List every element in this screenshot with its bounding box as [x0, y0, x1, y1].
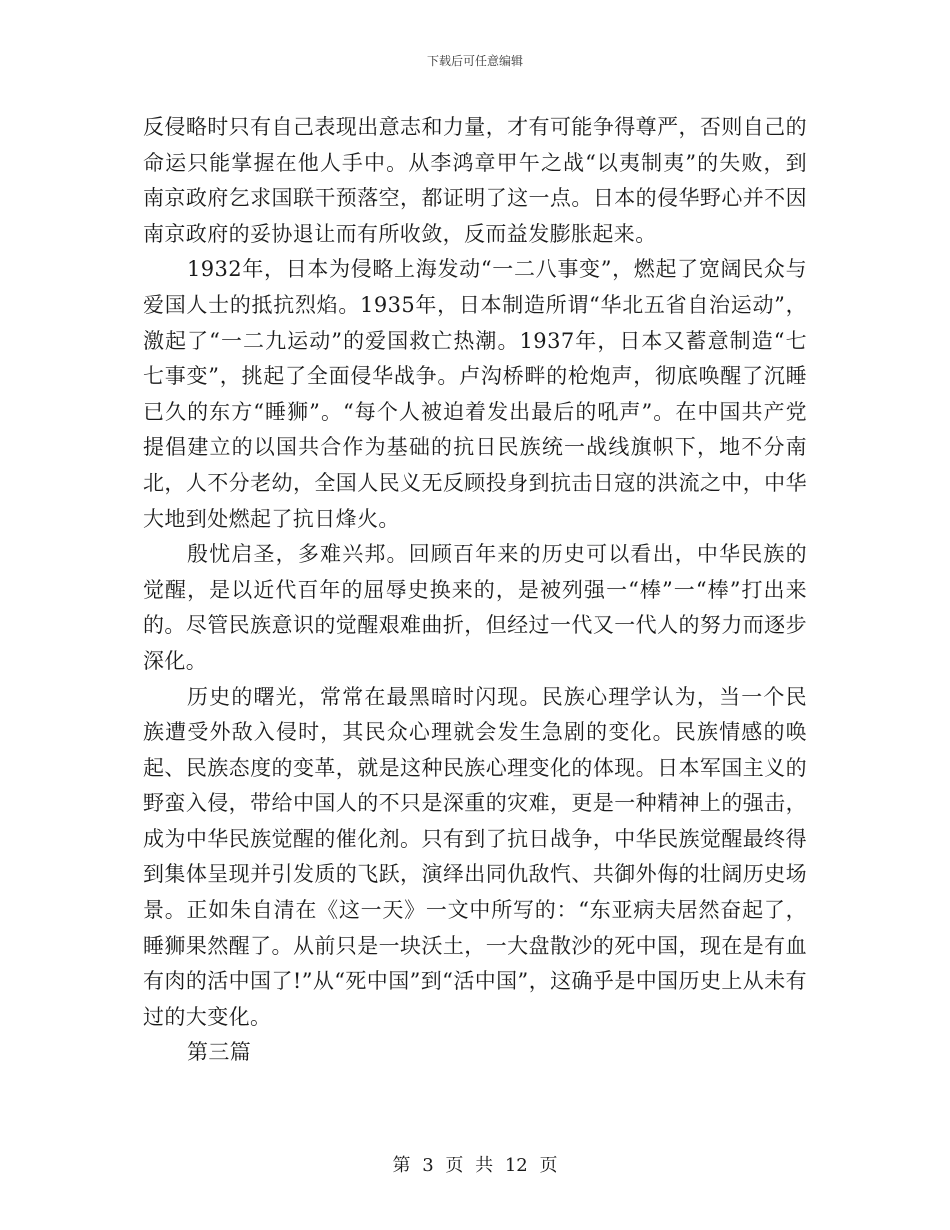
paragraph: 历史的曙光，常常在最黑暗时闪现。民族心理学认为，当一个民族遭受外敌入侵时，其民众心理就会发生急剧的变化。民族情感的唤起、民族态度的变革，就是这种民族心理变化的体现。日本军国主义的野蛮入侵，带给中国人的不只是深重的灾难，更是一种精神上的强击，成为中华民族觉醒的催化剂。只有到了抗日战争，中华民族觉醒最终得到集体呈现并引发质的飞跃，演绎出同仇敌忾、共御外侮的壮阔历史场景。正如朱自清在《这一天》一文中所写的：“东亚病夫居然奋起了，睡狮果然醒了。从前只是一块沃土，一大盘散沙的死中国，现在是有血有肉的活中国了!”从“死中国”到“活中国”，这确乎是中国历史上从未有过的大变化。: [143, 684, 807, 1029]
document-body: [143, 110, 807, 1071]
paragraph: 反侵略时只有自己表现出意志和力量，才有可能争得尊严，否则自己的命运只能掌握在他人手中。从李鸿章甲午之战“以夷制夷”的失败，到南京政府乞求国联干预落空，都证明了这一点。日本的侵华野心并不因南京政府的妥协退让而有所收敛，反而益发膨胀起来。: [143, 115, 807, 246]
page-header: 下载后可任意编辑: [426, 54, 523, 68]
paragraph: 殷忧启圣，多难兴邦。回顾百年来的历史可以看出，中华民族的觉醒，是以近代百年的屈辱史换来的，是被列强一“棒”一“棒”打出来的。尽管民族意识的觉醒艰难曲折，但经过一代又一代人的努力而逐步深化。: [143, 542, 807, 673]
section-heading: 第三篇: [187, 1040, 252, 1065]
page-number: 第 3 页 共 12 页: [392, 1155, 558, 1176]
paragraph: 1932年，日本为侵略上海发动“一二八事变”，燃起了宽阔民众与爱国人士的抵抗烈焰。1935年，日本制造所谓“华北五省自治运动”，激起了“一二九运动”的爱国救亡热潮。1937年，日本又蓄意制造“七七事变”，挑起了全面侵华战争。卢沟桥畔的枪炮声，彻底唤醒了沉睡已久的东方“睡狮”。“每个人被迫着发出最后的吼声”。在中国共产党提倡建立的以国共合作为基础的抗日民族统一战线旗帜下，地不分南北，人不分老幼，全国人民义无反顾投身到抗击日寇的洪流之中，中华大地到处燃起了抗日烽火。: [143, 257, 807, 531]
